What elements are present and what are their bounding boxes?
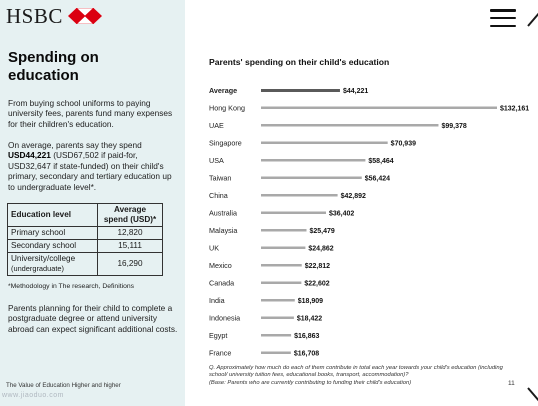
report-footer: The Value of Education Higher and higher — [6, 382, 121, 389]
row-level: Secondary school — [8, 240, 98, 253]
category-label: Australia — [209, 208, 237, 218]
bar — [261, 282, 301, 285]
header-average-spend: Average spend (USD)* — [98, 204, 163, 227]
spending-bar-chart — [200, 80, 538, 362]
row-spend: 16,290 — [98, 253, 163, 276]
value-label: $99,378 — [441, 123, 467, 130]
bar — [261, 229, 306, 232]
bar — [261, 177, 362, 180]
corner-arrow-bottom-icon — [526, 384, 538, 404]
watermark: www.jiaoduo.com — [2, 392, 64, 399]
bar — [261, 212, 326, 215]
menu-bar — [490, 17, 516, 20]
avg-amount: USD44,221 — [8, 150, 51, 161]
row-spend: 12,820 — [98, 227, 163, 240]
category-label: Hong Kong — [209, 103, 245, 113]
menu-bar — [490, 25, 516, 28]
category-label: Malaysia — [209, 226, 238, 235]
value-label: $22,812 — [304, 263, 331, 270]
bar — [261, 159, 365, 162]
category-label: USA — [209, 156, 224, 165]
bar — [261, 124, 438, 127]
value-label: $44,221 — [342, 88, 369, 95]
education-level-table — [7, 203, 163, 276]
avg-text-pre: On average, parents say they spend — [8, 140, 142, 150]
header-education-level: Education level — [8, 204, 98, 227]
intro-paragraph: From buying school uniforms to paying university fees, parents fund many expenses for their children's education. — [8, 98, 173, 129]
hsbc-hexagon-icon — [68, 8, 102, 24]
chart-title: Parents' spending on their child's education — [209, 57, 390, 67]
bar — [261, 89, 340, 92]
survey-base: (Base: Parents who are currently contributing to funding their child's education) — [209, 379, 412, 386]
row-level-sub: (undergraduate) — [11, 264, 65, 273]
table-header-row — [8, 204, 163, 227]
avg-text-post: (USD67,502 if paid-for, USD32,647 if state-funded) on their child's primary, secondary and tertiary education up to undergraduate level*. — [8, 150, 172, 192]
category-label: Taiwan — [209, 173, 232, 183]
value-label: $16,708 — [293, 350, 320, 358]
bar — [261, 142, 388, 145]
row-level: Primary school — [8, 227, 98, 240]
value-label: $18,422 — [296, 315, 323, 323]
value-label: $42,892 — [340, 193, 366, 200]
bar — [261, 107, 497, 110]
value-label: $36,402 — [329, 210, 355, 218]
page-title — [8, 49, 178, 85]
bar — [261, 194, 338, 197]
bar — [261, 299, 295, 302]
table-row — [8, 253, 163, 276]
bar — [261, 317, 294, 320]
menu-bar — [490, 9, 516, 12]
value-label: $58,464 — [368, 158, 394, 165]
category-label: China — [209, 191, 228, 200]
survey-question: Q. Approximately how much do each of them contribute in total each year towards your child's education (including school/ university tuition fees, educational books, transport, accommodation)? — [209, 365, 503, 379]
row-spend: 15,111 — [98, 240, 163, 253]
page-number: 11 — [508, 380, 515, 387]
bar — [261, 247, 305, 250]
bar — [261, 352, 291, 355]
table-row — [8, 227, 163, 240]
value-label: $56,424 — [364, 175, 391, 183]
category-label: UK — [209, 243, 219, 253]
hsbc-logo[interactable] — [6, 6, 102, 26]
category-label: Egypt — [209, 331, 228, 340]
category-label: UAE — [209, 121, 224, 130]
methodology-note: *Methodology in The research, Definitions — [8, 283, 135, 290]
brand-name: HSBC — [6, 4, 63, 28]
category-label: Indonesia — [209, 313, 241, 323]
chart-survey-note — [209, 365, 509, 387]
left-panel — [0, 0, 185, 406]
bar — [261, 264, 302, 267]
value-label: $18,909 — [297, 298, 324, 305]
hamburger-menu-icon[interactable] — [490, 9, 516, 27]
value-label: $24,862 — [308, 245, 334, 253]
category-label: India — [209, 296, 225, 305]
category-label: Canada — [209, 278, 235, 288]
title-line-1: Spending on — [8, 49, 99, 66]
corner-arrow-icon — [526, 8, 538, 28]
postgraduate-paragraph: Parents planning for their child to complete a postgraduate degree or attend university abroad can expect significant additional costs. — [8, 303, 178, 334]
title-line-2: education — [8, 67, 79, 84]
category-label: France — [209, 348, 232, 358]
row-level — [8, 253, 98, 276]
value-label: $16,863 — [294, 333, 320, 340]
value-label: $22,602 — [304, 280, 330, 288]
category-label: Average — [209, 86, 238, 95]
value-label: $25,479 — [309, 228, 335, 235]
category-label: Mexico — [209, 261, 232, 270]
value-label: $70,939 — [390, 140, 416, 148]
table-row — [8, 240, 163, 253]
value-label: $132,161 — [500, 105, 530, 113]
bar — [261, 334, 291, 337]
row-level-main: University/college — [11, 254, 76, 263]
category-label: Singapore — [209, 138, 242, 148]
average-spend-paragraph — [8, 140, 180, 192]
